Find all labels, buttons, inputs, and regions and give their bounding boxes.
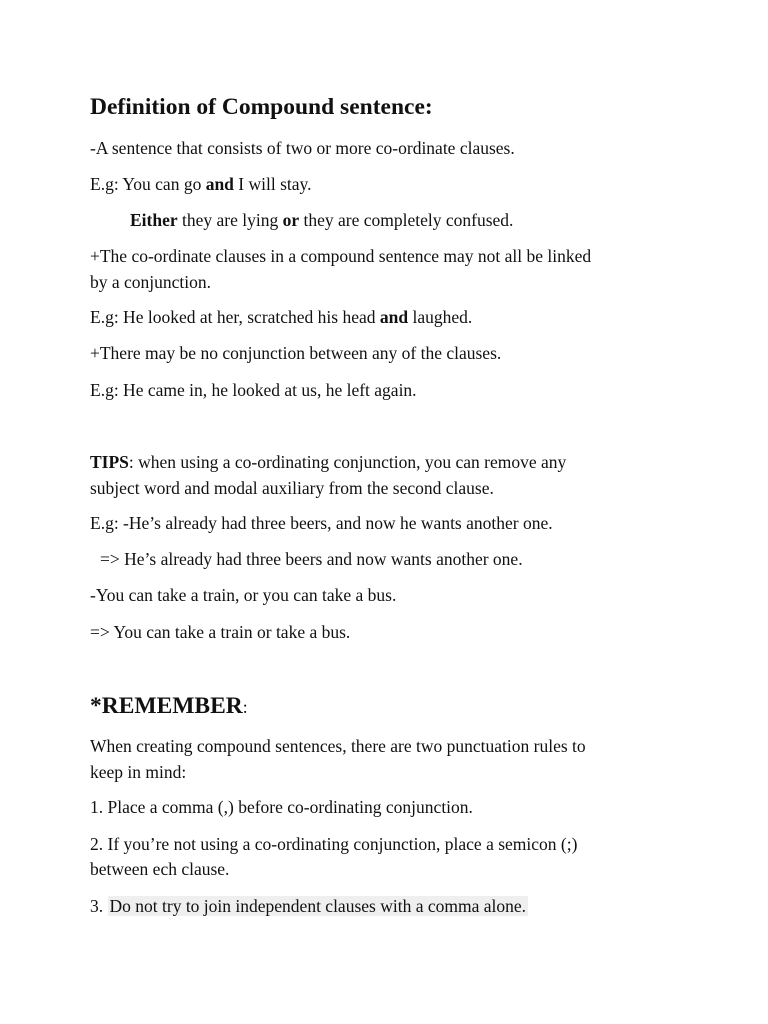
tips-line-2: subject word and modal auxiliary from the second clause.: [90, 478, 494, 498]
note-line-1b: by a conjunction.: [90, 272, 212, 292]
tips-example-1: E.g: -He’s already had three beers, and now he wants another one.: [90, 513, 553, 533]
remember-intro-2: keep in mind:: [90, 762, 187, 782]
remember-intro-1: When creating compound sentences, there are two punctuation rules to: [90, 736, 586, 756]
example-line-4: E.g: He came in, he looked at us, he left again.: [90, 380, 417, 400]
rule-1: 1. Place a comma (,) before co-ordinating conjunction.: [90, 797, 473, 817]
note-line-2: +There may be no conjunction between any of the clauses.: [90, 343, 502, 363]
definition-line: -A sentence that consists of two or more co-ordinate clauses.: [90, 138, 515, 158]
tips-line-1: TIPS: when using a co-ordinating conjunction, you can remove any: [90, 452, 567, 472]
rule-2-line-1: 2. If you’re not using a co-ordinating conjunction, place a semicon (;): [90, 834, 578, 854]
note-line-1a: +The co-ordinate clauses in a compound sentence may not all be linked: [90, 246, 592, 266]
rule-3: 3. Do not try to join independent clauses with a comma alone.: [90, 896, 526, 916]
tips-example-2: -You can take a train, or you can take a bus.: [90, 585, 397, 605]
tips-example-1-result: => He’s already had three beers and now wants another one.: [100, 549, 523, 569]
tips-example-2-result: => You can take a train or take a bus.: [90, 622, 351, 642]
example-line-2: Either they are lying or they are completely confused.: [130, 210, 514, 230]
remember-heading: *REMEMBER:: [90, 693, 248, 719]
rule-2-line-2: between ech clause.: [90, 859, 230, 879]
rule-3-highlight: Do not try to join independent clauses with a comma alone.: [109, 896, 526, 916]
example-line-3: E.g: He looked at her, scratched his head and laughed.: [90, 307, 473, 327]
example-line-1: E.g: You can go and I will stay.: [90, 174, 312, 194]
page-title: Definition of Compound sentence:: [90, 94, 433, 120]
